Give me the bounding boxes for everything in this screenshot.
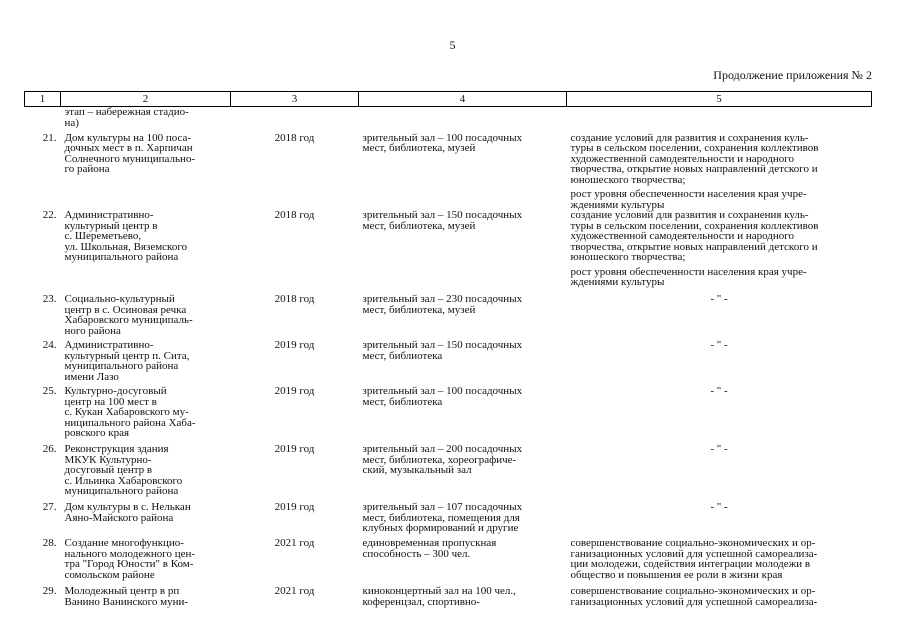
table-row: [25, 386, 872, 444]
table-row: [25, 210, 872, 294]
goal-text: совершенствование социально-экономических и ор- ганизационных условий для успешной самореализа-: [570, 585, 818, 608]
row-number: 29.: [42, 585, 57, 597]
year: 2021 год: [274, 585, 315, 597]
col-header-5: 5: [567, 92, 872, 107]
year: 2021 год: [274, 537, 315, 549]
description: зрительный зал – 100 посадочных мест, библиотека: [362, 385, 523, 408]
ditto-mark: - " -: [710, 501, 728, 513]
goal-text: совершенствование социально-экономических и ор- ганизационных условий для успешной самореализа- ции молодежи, содействия интеграции молодежи в общество и повышения ее роли в жизни края: [570, 537, 818, 581]
ditto-mark: - " -: [710, 385, 728, 397]
object-name: Культурно-досуговый центр на 100 мест в с. Кукан Хабаровского му- ниципального района Хаба- ровского края: [64, 385, 196, 439]
goal-text: рост уровня обеспеченности населения края учре- ждениями культуры: [570, 265, 807, 288]
carryover-row: [25, 107, 872, 133]
goal-text: создание условий для развития и сохранения куль- туры в сельском поселении, сохранения коллективов художественной самодеятельности и народного творчества, открытие новых направлений детского и юношеского творчества;: [570, 131, 819, 186]
row-number: 23.: [42, 293, 57, 305]
description: единовременная пропускная способность – 300 чел.: [362, 537, 497, 560]
year: 2019 год: [274, 339, 315, 351]
row-number: 24.: [42, 339, 57, 351]
col-header-3: 3: [231, 92, 359, 107]
year: 2018 год: [274, 209, 315, 221]
description: зрительный зал – 150 посадочных мест, библиотека, музей: [362, 209, 523, 232]
row-number: 22.: [42, 209, 57, 221]
year: 2018 год: [274, 131, 315, 144]
ditto-mark: - " -: [710, 293, 728, 305]
description: зрительный зал – 107 посадочных мест, библиотека, помещения для клубных формирований и другие: [362, 501, 523, 534]
year: 2019 год: [274, 443, 315, 455]
object-name: Дом культуры в с. Нелькан Аяно-Майского района: [64, 501, 191, 524]
year: 2019 год: [274, 385, 315, 397]
goal-text: создание условий для развития и сохранения куль- туры в сельском поселении, сохранения коллективов художественной самодеятельности и народного творчества, открытие новых направлений детского и юношеского творчества;: [570, 209, 819, 263]
object-name: Молодежный центр в рп Ванино Ванинского муни-: [64, 585, 189, 608]
page-number: 5: [449, 38, 456, 52]
table-row: [25, 340, 872, 386]
year: 2019 год: [274, 501, 315, 513]
year: 2018 год: [274, 293, 315, 305]
table-row: [25, 502, 872, 538]
object-name: Социально-культурный центр в с. Осиновая речка Хабаровского муниципаль- ного района: [64, 293, 193, 337]
description: зрительный зал – 200 посадочных мест, библиотека, хореографиче- ский, музыкальный зал: [362, 443, 523, 476]
row-number: 28.: [42, 537, 57, 549]
col-header-4: 4: [359, 92, 567, 107]
object-name: Создание многофункцио- нального молодежного цен- тра "Город Юности" в Ком- сомольском районе: [64, 537, 196, 581]
object-name: Административно- культурный центр в с. Шереметьево, ул. Школьная, Вяземского муниципального района: [64, 209, 188, 263]
header-row: [25, 92, 872, 107]
goal-text: рост уровня обеспеченности населения края учре- ждениями культуры: [570, 188, 807, 211]
table-row: [25, 586, 872, 610]
table-row: [25, 294, 872, 340]
projects-table: [24, 91, 872, 610]
object-name: Административно- культурный центр п. Сита, муниципального района имени Лазо: [64, 339, 190, 383]
row-number: 25.: [42, 385, 57, 397]
row-number: 26.: [42, 443, 57, 455]
table-row: [25, 538, 872, 586]
description: зрительный зал – 230 посадочных мест, библиотека, музей: [362, 293, 523, 316]
row-number: 27.: [42, 501, 57, 513]
table-row: [25, 444, 872, 502]
object-name: Дом культуры на 100 поса- дочных мест в п. Харпичан Солнечного муниципально- го района: [64, 131, 196, 175]
continuation-label: Продолжение приложения № 2: [713, 68, 872, 82]
ditto-mark: - " -: [710, 339, 728, 351]
description: зрительный зал – 150 посадочных мест, библиотека: [362, 339, 523, 362]
carryover-name: этап – набережная стадио- на): [64, 106, 189, 129]
description: зрительный зал – 100 посадочных мест, библиотека, музей: [362, 131, 523, 154]
col-header-2: 2: [61, 92, 231, 107]
description: киноконцертный зал на 100 чел., коференцзал, спортивно-: [362, 585, 516, 608]
ditto-mark: - " -: [710, 443, 728, 455]
row-number: 21.: [42, 131, 57, 144]
table-row: [25, 133, 872, 211]
col-header-1: 1: [25, 92, 61, 107]
object-name: Реконструкция здания МКУК Культурно- досуговый центр в с. Ильинка Хабаровского муниципального района: [64, 443, 183, 497]
